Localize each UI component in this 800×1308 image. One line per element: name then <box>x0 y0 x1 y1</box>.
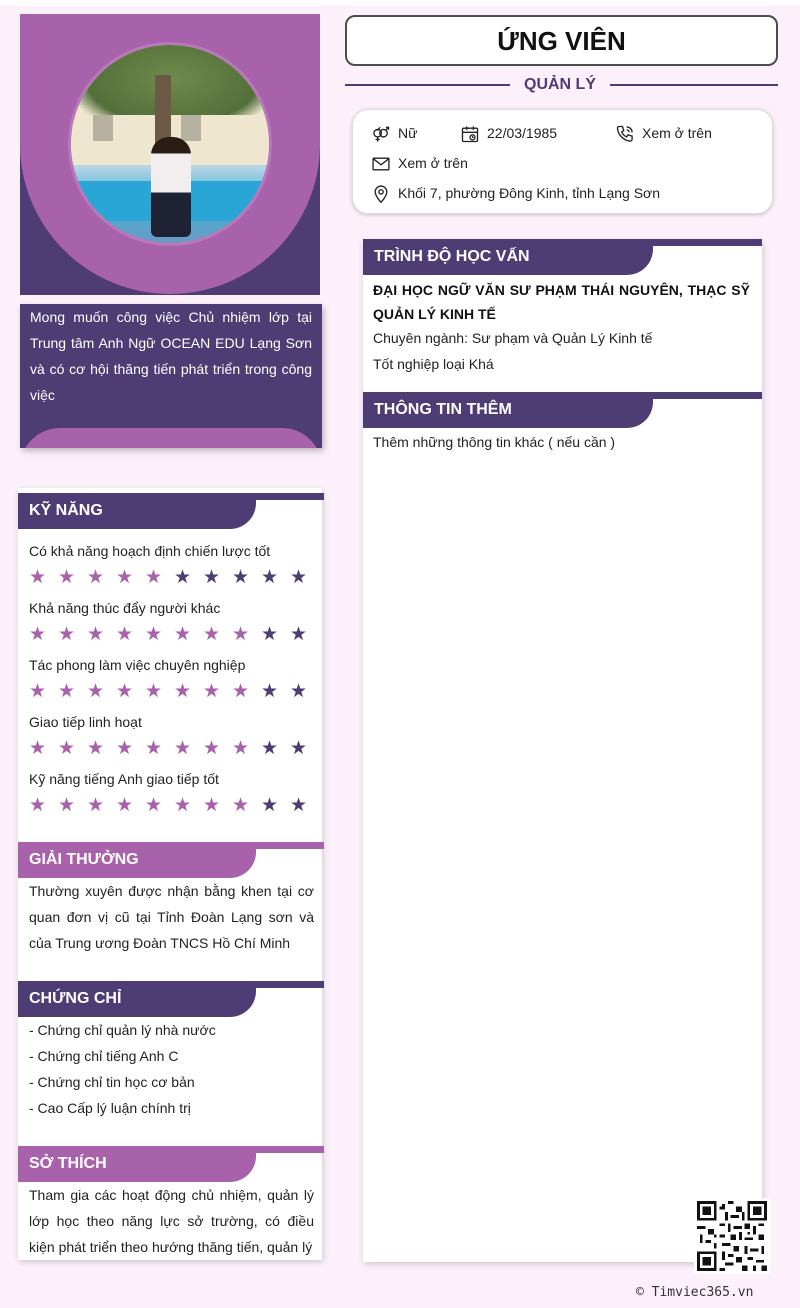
career-objective-footer-shape <box>20 428 322 448</box>
awards-text: Thường xuyên được nhận bằng khen tại cơ quan đơn vị cũ tại Tỉnh Đoàn Lạng sơn và của Trung ương Đoàn TNCS Hồ Chí Minh <box>29 883 314 951</box>
rating-star-icon: ★ <box>29 737 47 759</box>
rating-star-icon: ★ <box>232 623 250 645</box>
rating-star-icon: ★ <box>87 680 105 702</box>
rating-star-icon: ★ <box>116 794 134 816</box>
skill-label: Kỹ năng tiếng Anh giao tiếp tốt <box>29 771 219 787</box>
hobbies-title: SỞ THÍCH <box>29 1155 107 1172</box>
skill-rating <box>29 682 319 700</box>
rating-star-icon: ★ <box>116 737 134 759</box>
skill-rating <box>29 568 319 586</box>
rating-star-icon: ★ <box>174 566 192 588</box>
role-divider-right <box>610 84 778 86</box>
hobbies-text: Tham gia các hoạt động chủ nhiệm, quản lý lớp học theo năng lực sở trường, có điều kiện phát triển theo hướng thăng tiến, quản lý <box>29 1187 314 1255</box>
contact-card <box>352 109 773 214</box>
rating-star-icon: ★ <box>174 623 192 645</box>
skill-rating <box>29 739 319 757</box>
rating-star-icon: ★ <box>203 566 221 588</box>
rating-star-icon: ★ <box>174 737 192 759</box>
birthdate-text: 22/03/1985 <box>487 125 558 141</box>
rating-star-icon: ★ <box>29 680 47 702</box>
certificate-item: - Cao Cấp lý luận chính trị <box>29 1100 191 1116</box>
rating-star-icon: ★ <box>58 566 76 588</box>
rating-star-icon: ★ <box>58 623 76 645</box>
rating-star-icon: ★ <box>116 566 134 588</box>
calendar-icon <box>460 124 482 142</box>
rating-star-icon: ★ <box>116 623 134 645</box>
avatar-panel <box>20 14 320 295</box>
address-text: Khối 7, phường Đông Kinh, tỉnh Lạng Sơn <box>398 185 661 201</box>
gender-text: Nữ <box>398 125 418 141</box>
awards-header <box>18 842 324 878</box>
rating-star-icon: ★ <box>87 623 105 645</box>
contact-email <box>371 154 468 172</box>
certificate-item: - Chứng chỉ quản lý nhà nước <box>29 1022 216 1038</box>
extra-info-text: Thêm những thông tin khác ( nếu cần ) <box>373 434 616 450</box>
mail-icon <box>371 154 393 172</box>
rating-star-icon: ★ <box>174 680 192 702</box>
phone-text: Xem ở trên <box>642 125 712 141</box>
left-sections-card <box>18 488 322 1260</box>
rating-star-icon: ★ <box>145 680 163 702</box>
education-title: TRÌNH ĐỘ HỌC VẤN <box>374 248 530 265</box>
rating-star-icon: ★ <box>203 737 221 759</box>
phone-icon <box>615 124 637 142</box>
role-divider-left <box>345 84 510 86</box>
rating-star-icon: ★ <box>232 566 250 588</box>
extra-info-title: THÔNG TIN THÊM <box>374 401 512 418</box>
contact-gender <box>371 124 417 142</box>
rating-star-icon: ★ <box>87 566 105 588</box>
rating-star-icon: ★ <box>290 794 308 816</box>
email-text: Xem ở trên <box>398 155 468 171</box>
skills-title: KỸ NĂNG <box>29 502 103 519</box>
certificates-header <box>18 981 324 1017</box>
rating-star-icon: ★ <box>232 794 250 816</box>
rating-star-icon: ★ <box>232 680 250 702</box>
rating-star-icon: ★ <box>58 794 76 816</box>
rating-star-icon: ★ <box>232 737 250 759</box>
rating-star-icon: ★ <box>261 680 279 702</box>
rating-star-icon: ★ <box>58 680 76 702</box>
avatar <box>68 42 272 246</box>
rating-star-icon: ★ <box>145 566 163 588</box>
location-pin-icon <box>371 184 393 202</box>
rating-star-icon: ★ <box>203 623 221 645</box>
rating-star-icon: ★ <box>261 737 279 759</box>
skill-label: Tác phong làm việc chuyên nghiệp <box>29 657 246 673</box>
rating-star-icon: ★ <box>203 794 221 816</box>
rating-star-icon: ★ <box>87 737 105 759</box>
certificate-item: - Chứng chỉ tiếng Anh C <box>29 1048 179 1064</box>
education-header <box>363 239 762 275</box>
certificate-item: - Chứng chỉ tin học cơ bản <box>29 1074 195 1090</box>
contact-address <box>371 184 660 202</box>
skill-label: Khả năng thúc đẩy người khác <box>29 600 221 616</box>
rating-star-icon: ★ <box>261 623 279 645</box>
rating-star-icon: ★ <box>145 623 163 645</box>
awards-title: GIẢI THƯỞNG <box>29 851 139 868</box>
qr-code <box>694 1198 770 1274</box>
education-major: Chuyên ngành: Sư phạm và Quản Lý Kinh tế <box>373 330 653 346</box>
contact-birthdate <box>460 124 557 142</box>
page-top-strip <box>0 0 800 6</box>
rating-star-icon: ★ <box>29 566 47 588</box>
skill-label: Giao tiếp linh hoạt <box>29 714 142 730</box>
education-grade: Tốt nghiệp loại Khá <box>373 356 494 372</box>
skills-header <box>18 493 324 529</box>
rating-star-icon: ★ <box>261 566 279 588</box>
rating-star-icon: ★ <box>145 737 163 759</box>
rating-star-icon: ★ <box>58 737 76 759</box>
rating-star-icon: ★ <box>290 737 308 759</box>
rating-star-icon: ★ <box>29 623 47 645</box>
rating-star-icon: ★ <box>116 680 134 702</box>
right-sections-card <box>363 240 762 1262</box>
footer-brand: © Timviec365.vn <box>636 1285 754 1300</box>
career-objective-card <box>20 304 322 448</box>
education-school: ĐẠI HỌC NGỮ VĂN SƯ PHẠM THÁI NGUYÊN, THẠC SỸ QUẢN LÝ KINH TẾ <box>373 282 750 322</box>
rating-star-icon: ★ <box>290 623 308 645</box>
skill-rating <box>29 625 319 643</box>
candidate-role-row <box>345 72 778 98</box>
skill-label: Có khả năng hoạch định chiến lược tốt <box>29 543 271 559</box>
gender-icon <box>371 124 393 142</box>
candidate-name: ỨNG VIÊN <box>345 15 778 66</box>
rating-star-icon: ★ <box>145 794 163 816</box>
rating-star-icon: ★ <box>290 566 308 588</box>
candidate-role: QUẢN LÝ <box>524 76 596 93</box>
extra-info-header <box>363 392 762 428</box>
rating-star-icon: ★ <box>29 794 47 816</box>
rating-star-icon: ★ <box>174 794 192 816</box>
skill-rating <box>29 796 319 814</box>
career-objective-text: Mong muốn công việc Chủ nhiệm lớp tại Trung tâm Anh Ngữ OCEAN EDU Lạng Sơn và có cơ hội thăng tiến phát triển trong công việc <box>30 309 312 403</box>
certificates-title: CHỨNG CHỈ <box>29 990 122 1007</box>
rating-star-icon: ★ <box>290 680 308 702</box>
rating-star-icon: ★ <box>203 680 221 702</box>
hobbies-header <box>18 1146 324 1182</box>
rating-star-icon: ★ <box>87 794 105 816</box>
contact-phone <box>615 124 712 142</box>
rating-star-icon: ★ <box>261 794 279 816</box>
